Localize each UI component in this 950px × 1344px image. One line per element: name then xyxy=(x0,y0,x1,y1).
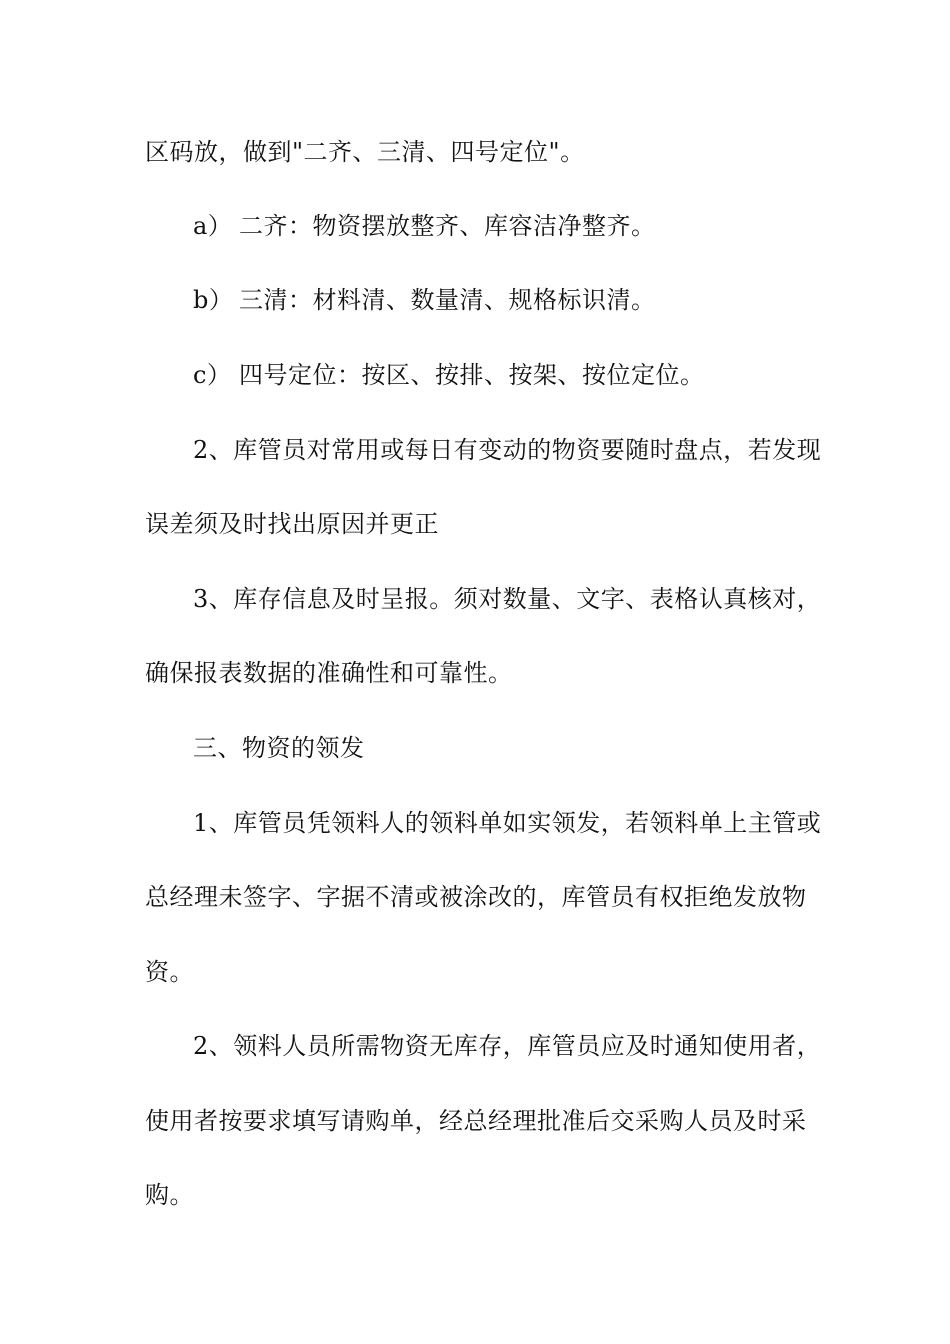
paragraph-line: 2、库管员对常用或每日有变动的物资要随时盘点，若发现 xyxy=(193,436,822,464)
list-item-c xyxy=(193,360,815,390)
list-item-text: 二齐：物资摆放整齐、库容洁净整齐。 xyxy=(239,212,656,240)
list-item-text: 四号定位：按区、按排、按架、按位定位。 xyxy=(239,361,705,389)
list-marker: a） xyxy=(193,212,233,240)
paragraph-line: 购。 xyxy=(145,1181,194,1209)
paragraph-line: 确保报表数据的准确性和可靠性。 xyxy=(145,659,513,687)
paragraph-line: 区码放，做到"二齐、三清、四号定位"。 xyxy=(145,138,585,166)
paragraph-line: 2、领料人员所需物资无库存，库管员应及时通知使用者， xyxy=(193,1032,822,1060)
paragraph-line: 使用者按要求填写请购单，经总经理批准后交采购人员及时采 xyxy=(145,1107,807,1135)
paragraph-line: 资。 xyxy=(145,958,194,986)
list-item-text: 三清：材料清、数量清、规格标识清。 xyxy=(239,286,656,314)
paragraph-line: 总经理未签字、字据不清或被涂改的，库管员有权拒绝发放物 xyxy=(145,883,807,911)
list-item-a xyxy=(193,211,815,241)
list-marker: c） xyxy=(193,361,232,389)
paragraph-line: 误差须及时找出原因并更正 xyxy=(145,510,439,538)
list-marker: b） xyxy=(193,286,234,314)
section-heading: 三、物资的领发 xyxy=(193,734,365,762)
paragraph-line: 3、库存信息及时呈报。须对数量、文字、表格认真核对， xyxy=(193,585,822,613)
list-item-b xyxy=(193,285,815,315)
paragraph-line: 1、库管员凭领料人的领料单如实领发，若领料单上主管或 xyxy=(193,809,822,837)
